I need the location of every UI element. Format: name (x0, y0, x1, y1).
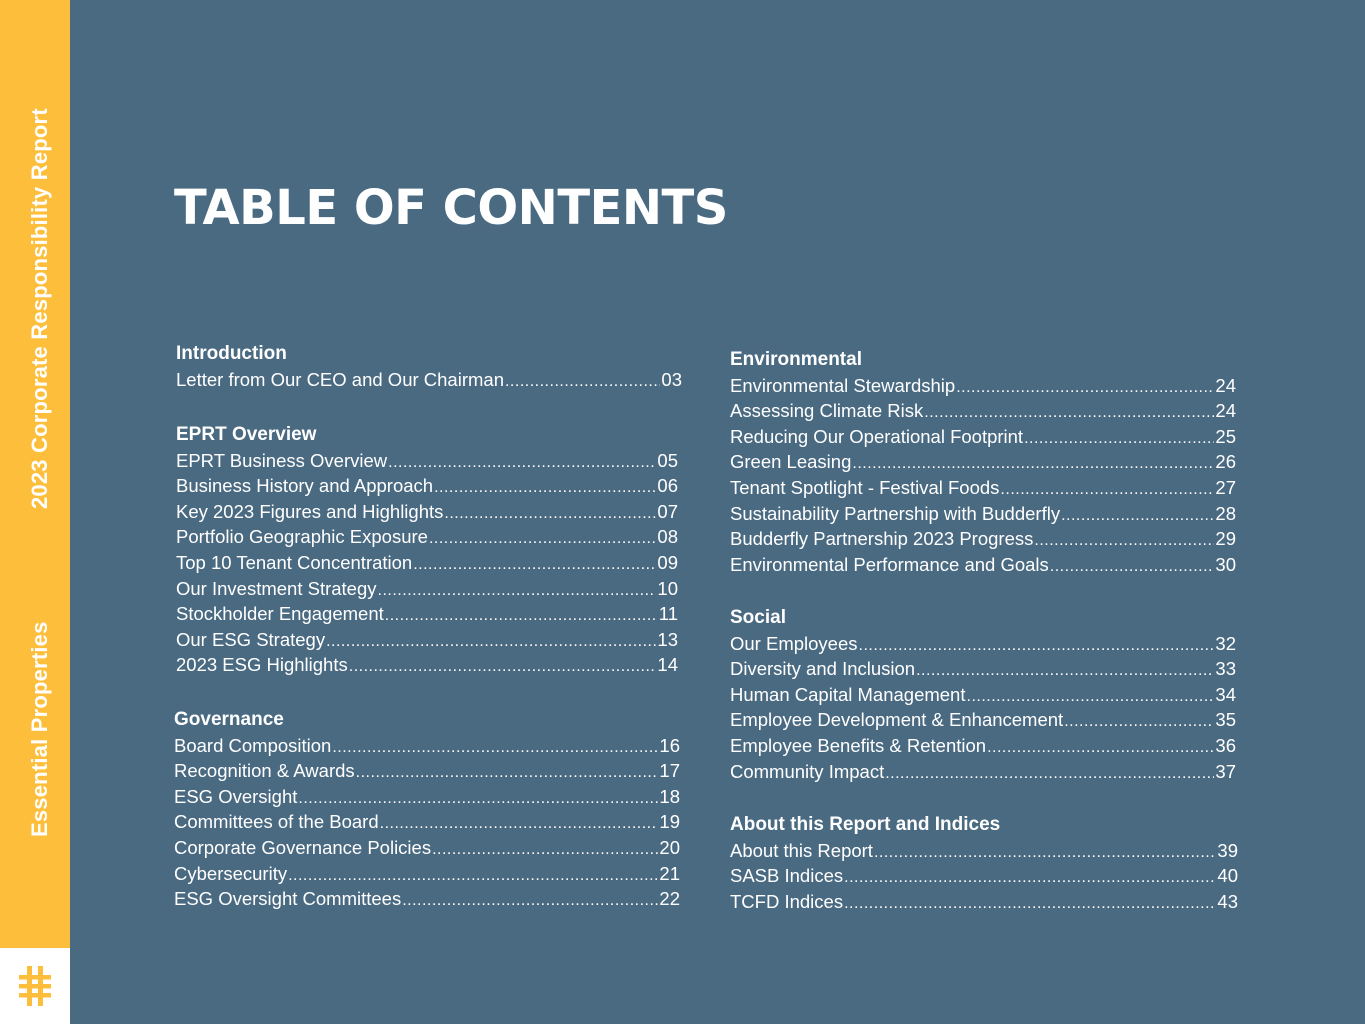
toc-entry-label: SASB Indices (730, 865, 844, 887)
toc-entry-page: 03 (661, 368, 682, 390)
toc-entry-page: 06 (657, 475, 678, 497)
toc-entry[interactable] (730, 733, 1236, 759)
leader-dots (1061, 503, 1214, 529)
toc-section-environmental (730, 347, 1236, 577)
toc-section-governance (174, 707, 680, 912)
leader-dots (1064, 709, 1214, 735)
toc-entry-label: Portfolio Geographic Exposure (176, 526, 428, 548)
leader-dots (288, 863, 658, 889)
toc-entry[interactable] (176, 473, 678, 499)
toc-entry[interactable] (174, 784, 680, 810)
toc-entry-page: 40 (1217, 865, 1238, 887)
toc-entry-page: 17 (659, 760, 680, 782)
toc-entry-label: Diversity and Inclusion (730, 658, 916, 680)
toc-entry[interactable] (730, 838, 1238, 864)
toc-entry-page: 14 (657, 654, 678, 676)
toc-entry-page: 11 (658, 603, 678, 625)
toc-entry[interactable] (730, 707, 1236, 733)
leader-dots (916, 658, 1214, 684)
toc-entry-label: Sustainability Partnership with Budderfly (730, 502, 1061, 524)
toc-entry-label: Reducing Our Operational Footprint (730, 425, 1024, 447)
toc-entry-label: Budderfly Partnership 2023 Progress (730, 528, 1034, 550)
leader-dots (1000, 477, 1214, 503)
essential-properties-logo-icon (17, 966, 53, 1006)
toc-entry-page: 20 (659, 836, 680, 858)
leader-dots (349, 654, 657, 680)
toc-entry-page: 13 (657, 628, 678, 650)
toc-entry-label: Key 2023 Figures and Highlights (176, 500, 444, 522)
toc-entry-page: 28 (1215, 502, 1236, 524)
sidebar-band (0, 0, 70, 948)
leader-dots (505, 369, 660, 395)
toc-entry[interactable] (730, 863, 1238, 889)
toc-entry[interactable] (730, 449, 1236, 475)
section-heading: Governance (174, 709, 284, 730)
toc-entry-page: 18 (659, 785, 680, 807)
leader-dots (385, 603, 658, 629)
toc-entry-label: Our Investment Strategy (176, 577, 377, 599)
toc-entry-label: Employee Development & Enhancement (730, 709, 1064, 731)
toc-entry[interactable] (730, 682, 1236, 708)
leader-dots (356, 760, 659, 786)
toc-entry[interactable] (730, 398, 1236, 424)
leader-dots (444, 501, 656, 527)
toc-section-eprt-overview (176, 422, 678, 678)
toc-entry-page: 35 (1215, 709, 1236, 731)
leader-dots (429, 526, 656, 552)
toc-entry-page: 10 (657, 577, 678, 599)
toc-entry-page: 30 (1215, 553, 1236, 575)
leader-dots (326, 629, 656, 655)
toc-entry-page: 39 (1217, 839, 1238, 861)
toc-entry[interactable] (730, 526, 1236, 552)
toc-entry-label: Human Capital Management (730, 683, 966, 705)
toc-entry[interactable] (176, 524, 678, 550)
leader-dots (1050, 554, 1215, 580)
toc-entry-page: 07 (657, 500, 678, 522)
toc-entry-page: 26 (1215, 451, 1236, 473)
toc-entry-page: 16 (659, 734, 680, 756)
toc-entry[interactable] (176, 367, 682, 393)
toc-entry-page: 36 (1215, 734, 1236, 756)
toc-section-about-report (730, 812, 1238, 914)
toc-entry[interactable] (730, 656, 1236, 682)
leader-dots (380, 811, 659, 837)
toc-entry-page: 33 (1215, 658, 1236, 680)
toc-entry-page: 22 (659, 888, 680, 910)
toc-entry-page: 05 (657, 449, 678, 471)
toc-entry[interactable] (176, 601, 678, 627)
leader-dots (378, 578, 657, 604)
toc-entry-page: 21 (659, 862, 680, 884)
toc-entry-label: Corporate Governance Policies (174, 836, 432, 858)
section-heading: Social (730, 607, 786, 628)
leader-dots (852, 451, 1214, 477)
toc-entry-label: Committees of the Board (174, 811, 379, 833)
toc-entry[interactable] (730, 475, 1236, 501)
company-name: Essential Properties (27, 621, 52, 837)
toc-entry[interactable] (730, 501, 1236, 527)
toc-entry-page: 08 (657, 526, 678, 548)
toc-entry-page: 43 (1217, 890, 1238, 912)
toc-entry-page: 19 (659, 811, 680, 833)
leader-dots (298, 786, 658, 812)
toc-entry-label: Environmental Stewardship (730, 374, 956, 396)
toc-entry-label: Top 10 Tenant Concentration (176, 551, 413, 573)
toc-entry-page: 34 (1215, 683, 1236, 705)
toc-entry-page: 29 (1215, 528, 1236, 550)
toc-entry-label: Letter from Our CEO and Our Chairman (176, 368, 504, 390)
toc-entry-label: Environmental Performance and Goals (730, 553, 1049, 575)
toc-entry[interactable] (730, 759, 1236, 785)
toc-entry[interactable] (174, 809, 680, 835)
section-heading: Introduction (176, 343, 287, 364)
leader-dots (859, 633, 1215, 659)
toc-entry-label: Assessing Climate Risk (730, 400, 924, 422)
leader-dots (885, 761, 1214, 787)
section-heading: Environmental (730, 349, 862, 370)
toc-entry-label: Employee Benefits & Retention (730, 734, 987, 756)
toc-entry-label: Our Employees (730, 632, 858, 654)
toc-entry-label: 2023 ESG Highlights (176, 654, 348, 676)
leader-dots (402, 888, 658, 914)
leader-dots (844, 865, 1216, 891)
leader-dots (874, 840, 1216, 866)
leader-dots (332, 735, 658, 761)
toc-entry-label: About this Report (730, 839, 873, 861)
toc-entry-label: ESG Oversight (174, 785, 298, 807)
toc-entry[interactable] (176, 550, 678, 576)
toc-entry[interactable] (174, 886, 680, 912)
toc-entry-label: Recognition & Awards (174, 760, 355, 782)
toc-entry-label: Community Impact (730, 760, 885, 782)
logo-box (0, 948, 70, 1024)
leader-dots (388, 450, 656, 476)
toc-entry-page: 09 (657, 551, 678, 573)
toc-entry-label: Green Leasing (730, 451, 852, 473)
toc-entry-page: 37 (1215, 760, 1236, 782)
toc-entry-label: Our ESG Strategy (176, 628, 326, 650)
section-heading: EPRT Overview (176, 424, 317, 445)
toc-entry[interactable] (174, 835, 680, 861)
toc-entry-label: EPRT Business Overview (176, 449, 388, 471)
leader-dots (844, 891, 1216, 917)
toc-entry[interactable] (176, 448, 678, 474)
section-heading: About this Report and Indices (730, 814, 1001, 835)
toc-entry[interactable] (174, 733, 680, 759)
report-name: 2023 Corporate Responsibility Report (27, 108, 52, 509)
toc-entry[interactable] (176, 652, 678, 678)
page-title: TABLE OF CONTENTS (174, 180, 728, 236)
leader-dots (987, 735, 1214, 761)
leader-dots (432, 837, 658, 863)
toc-section-social (730, 605, 1236, 784)
leader-dots (956, 375, 1214, 401)
toc-entry[interactable] (730, 373, 1236, 399)
toc-entry-label: Cybersecurity (174, 862, 288, 884)
toc-entry[interactable] (176, 576, 678, 602)
toc-entry[interactable] (730, 631, 1236, 657)
leader-dots (924, 400, 1214, 426)
toc-entry-page: 24 (1215, 400, 1236, 422)
toc-entry-label: Business History and Approach (176, 475, 434, 497)
toc-entry[interactable] (730, 889, 1238, 915)
toc-entry-page: 32 (1215, 632, 1236, 654)
leader-dots (967, 684, 1215, 710)
toc-entry[interactable] (176, 627, 678, 653)
toc-entry[interactable] (176, 499, 678, 525)
leader-dots (413, 552, 656, 578)
toc-entry-page: 24 (1215, 374, 1236, 396)
leader-dots (1024, 426, 1214, 452)
toc-section-introduction (176, 341, 682, 392)
toc-entry[interactable] (174, 758, 680, 784)
toc-entry-label: ESG Oversight Committees (174, 888, 402, 910)
toc-entry-label: Stockholder Engagement (176, 603, 384, 625)
leader-dots (434, 475, 656, 501)
toc-entry-page: 25 (1215, 425, 1236, 447)
toc-entry[interactable] (174, 861, 680, 887)
toc-entry-label: Board Composition (174, 734, 332, 756)
toc-entry[interactable] (730, 552, 1236, 578)
toc-entry[interactable] (730, 424, 1236, 450)
toc-entry-label: Tenant Spotlight - Festival Foods (730, 476, 1000, 498)
toc-entry-page: 27 (1215, 476, 1236, 498)
toc-entry-label: TCFD Indices (730, 890, 844, 912)
leader-dots (1034, 528, 1214, 554)
